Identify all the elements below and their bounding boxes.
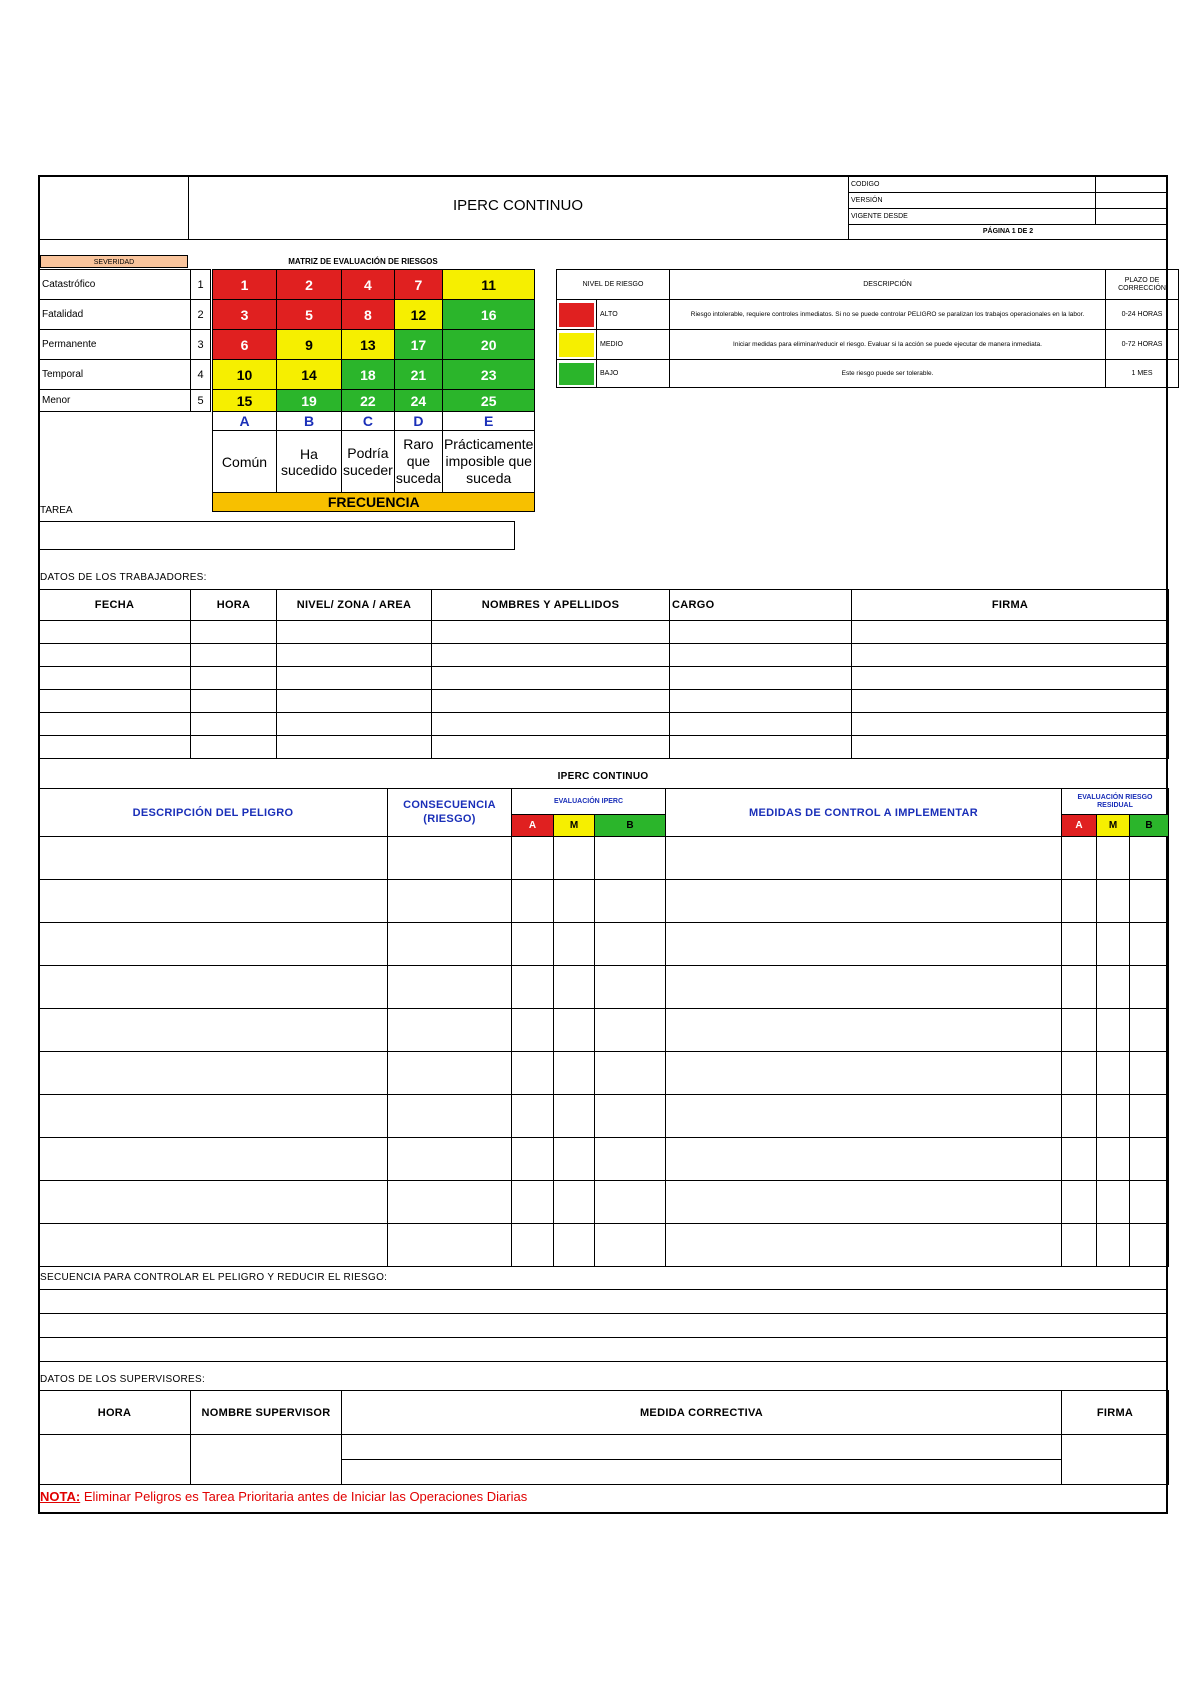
severity-name: Catastrófico (40, 270, 191, 300)
risk-level-deadline: 0-72 HORAS (1106, 330, 1179, 360)
frequency-label: Común (213, 431, 277, 493)
table-cell[interactable] (277, 644, 432, 667)
version-label: VERSIÓN (851, 197, 883, 204)
header-row-line (848, 224, 1168, 225)
table-cell[interactable] (595, 1224, 666, 1267)
risk-color-high (557, 300, 597, 330)
table-cell[interactable] (277, 690, 432, 713)
table-cell[interactable] (670, 644, 852, 667)
table-cell[interactable] (512, 923, 554, 966)
matrix-cell: 20 (442, 330, 534, 360)
frequency-title: FRECUENCIA (213, 493, 535, 512)
iperc-col-eval: EVALUACIÓN IPERC (512, 789, 666, 815)
table-cell[interactable] (191, 621, 277, 644)
table-cell[interactable] (191, 644, 277, 667)
matrix-cell: 8 (342, 300, 395, 330)
table-cell[interactable] (39, 690, 191, 713)
table-cell[interactable] (1062, 837, 1097, 880)
severity-level: 2 (191, 300, 211, 330)
matrix-cell: 2 (277, 270, 342, 300)
severity-table (39, 269, 211, 412)
table-cell[interactable] (388, 1138, 512, 1181)
workers-header-row (39, 590, 1169, 621)
frequency-label: Podría suceder (342, 431, 395, 493)
supervisors-title: DATOS DE LOS SUPERVISORES: (40, 1374, 206, 1385)
table-cell[interactable] (1130, 1181, 1169, 1224)
table-cell[interactable] (595, 1181, 666, 1224)
risk-color-medium (557, 330, 597, 360)
matrix-cell: 16 (442, 300, 534, 330)
table-cell[interactable] (1097, 1052, 1130, 1095)
table-cell[interactable] (1097, 1095, 1130, 1138)
severity-level: 4 (191, 360, 211, 390)
matrix-cell: 21 (394, 360, 442, 390)
workers-col-header: FECHA (39, 590, 191, 621)
table-cell[interactable] (512, 1052, 554, 1095)
table-cell[interactable] (342, 1460, 1062, 1485)
table-cell[interactable] (39, 736, 191, 759)
table-cell[interactable] (191, 1435, 342, 1485)
matrix-cell: 18 (342, 360, 395, 390)
table-cell[interactable] (1130, 880, 1169, 923)
table-cell[interactable] (1097, 966, 1130, 1009)
table-cell[interactable] (595, 1052, 666, 1095)
matrix-cell: 23 (442, 360, 534, 390)
table-cell[interactable] (512, 1224, 554, 1267)
table-cell[interactable] (1062, 1095, 1097, 1138)
table-cell[interactable] (1097, 1224, 1130, 1267)
table-cell[interactable] (388, 1095, 512, 1138)
table-cell[interactable] (1130, 923, 1169, 966)
table-cell[interactable] (852, 736, 1169, 759)
note-label: NOTA: (40, 1489, 81, 1504)
table-cell[interactable] (39, 1224, 388, 1267)
table-cell[interactable] (1097, 923, 1130, 966)
frequency-letter: D (394, 412, 442, 431)
matrix-cell: 12 (394, 300, 442, 330)
levels-header-level: NIVEL DE RIESGO (557, 270, 670, 300)
iperc-col-residual: EVALUACIÓN RIESGO RESIDUAL (1062, 789, 1169, 815)
table-cell[interactable] (666, 880, 1062, 923)
valid-from-value[interactable] (1097, 210, 1167, 223)
table-row (39, 1435, 1169, 1460)
table-row (39, 923, 1169, 966)
table-cell[interactable] (39, 667, 191, 690)
table-cell[interactable] (39, 1181, 388, 1224)
table-cell[interactable] (1062, 966, 1097, 1009)
matrix-cell: 24 (394, 390, 442, 412)
workers-title: DATOS DE LOS TRABAJADORES: (40, 572, 207, 583)
table-cell[interactable] (554, 1181, 595, 1224)
severity-level: 5 (191, 390, 211, 412)
table-cell[interactable] (39, 923, 388, 966)
risk-level-name: ALTO (597, 300, 670, 330)
table-cell[interactable] (1097, 1009, 1130, 1052)
table-cell[interactable] (554, 923, 595, 966)
table-cell[interactable] (670, 667, 852, 690)
table-cell[interactable] (388, 880, 512, 923)
residual-medium: M (1097, 815, 1130, 837)
levels-header-deadline: PLAZO DE CORRECCIÓN (1106, 270, 1179, 300)
table-row (39, 736, 1169, 759)
matrix-title: MATRIZ DE EVALUACIÓN DE RIESGOS (288, 257, 438, 266)
table-cell[interactable] (666, 923, 1062, 966)
iperc-col-consequence: CONSECUENCIA (RIESGO) (388, 789, 512, 837)
table-cell[interactable] (512, 1138, 554, 1181)
workers-col-header: HORA (191, 590, 277, 621)
table-cell[interactable] (1130, 1052, 1169, 1095)
table-cell[interactable] (1062, 1224, 1097, 1267)
table-cell[interactable] (512, 880, 554, 923)
iperc-section-title: IPERC CONTINUO (557, 771, 649, 782)
header-row-line (848, 192, 1168, 193)
table-cell[interactable] (277, 667, 432, 690)
table-cell[interactable] (191, 690, 277, 713)
table-cell[interactable] (554, 837, 595, 880)
table-cell[interactable] (595, 880, 666, 923)
table-cell[interactable] (1097, 1138, 1130, 1181)
note (40, 1490, 527, 1503)
sequence-line (38, 1313, 1168, 1314)
table-cell[interactable] (277, 621, 432, 644)
note-text: Eliminar Peligros es Tarea Prioritaria antes de Iniciar las Operaciones Diarias (83, 1489, 528, 1504)
risk-level-name: MEDIO (597, 330, 670, 360)
table-cell[interactable] (666, 1224, 1062, 1267)
table-cell[interactable] (595, 837, 666, 880)
table-cell[interactable] (39, 1138, 388, 1181)
table-cell[interactable] (1130, 966, 1169, 1009)
table-cell[interactable] (554, 880, 595, 923)
table-cell[interactable] (512, 837, 554, 880)
table-row (39, 1181, 1169, 1224)
matrix-cell: 19 (277, 390, 342, 412)
table-cell[interactable] (191, 667, 277, 690)
severity-name: Temporal (40, 360, 191, 390)
table-cell[interactable] (1130, 1224, 1169, 1267)
severity-name: Fatalidad (40, 300, 191, 330)
matrix-cell: 14 (277, 360, 342, 390)
iperc-header-row (39, 789, 1169, 815)
severity-name: Menor (40, 390, 191, 412)
risk-matrix (212, 269, 535, 512)
table-cell[interactable] (39, 1435, 191, 1485)
form-title: IPERC CONTINUO (452, 197, 583, 214)
sequence-input[interactable] (40, 1339, 1166, 1360)
table-cell[interactable] (554, 1009, 595, 1052)
risk-swatch (559, 303, 594, 327)
table-cell[interactable] (1062, 1138, 1097, 1181)
table-cell[interactable] (1097, 837, 1130, 880)
risk-level-deadline: 1 MES (1106, 360, 1179, 388)
table-cell[interactable] (432, 713, 670, 736)
workers-table (38, 589, 1169, 759)
eval-high: A (512, 815, 554, 837)
matrix-cell: 4 (342, 270, 395, 300)
sequence-input[interactable] (40, 1291, 1166, 1312)
table-row (39, 1009, 1169, 1052)
table-cell[interactable] (554, 1052, 595, 1095)
table-cell[interactable] (432, 736, 670, 759)
table-cell[interactable] (595, 1009, 666, 1052)
table-cell[interactable] (595, 923, 666, 966)
table-cell[interactable] (1097, 1181, 1130, 1224)
matrix-cell: 3 (213, 300, 277, 330)
table-cell[interactable] (39, 713, 191, 736)
table-cell[interactable] (432, 667, 670, 690)
table-row (39, 644, 1169, 667)
supervisors-header-row (39, 1391, 1169, 1435)
supervisors-col-header: MEDIDA CORRECTIVA (342, 1391, 1062, 1435)
table-cell[interactable] (670, 713, 852, 736)
table-cell[interactable] (554, 1095, 595, 1138)
severity-level: 3 (191, 330, 211, 360)
table-row (39, 690, 1169, 713)
table-cell[interactable] (277, 713, 432, 736)
table-cell[interactable] (666, 837, 1062, 880)
table-row (39, 713, 1169, 736)
header-row-line (848, 208, 1168, 209)
matrix-cell: 7 (394, 270, 442, 300)
task-label: TAREA (40, 505, 73, 516)
table-cell[interactable] (1130, 1009, 1169, 1052)
sequence-input[interactable] (40, 1315, 1166, 1336)
header-bottom-line (38, 239, 1168, 240)
frequency-letter: E (442, 412, 534, 431)
table-cell[interactable] (388, 837, 512, 880)
frequency-letter: A (213, 412, 277, 431)
table-cell[interactable] (666, 1052, 1062, 1095)
frequency-letter: B (277, 412, 342, 431)
table-cell[interactable] (852, 690, 1169, 713)
matrix-cell: 13 (342, 330, 395, 360)
table-cell[interactable] (852, 667, 1169, 690)
table-cell[interactable] (388, 1224, 512, 1267)
table-cell[interactable] (670, 621, 852, 644)
risk-levels-table (556, 269, 1179, 388)
table-cell[interactable] (388, 1052, 512, 1095)
table-cell[interactable] (1130, 837, 1169, 880)
table-cell[interactable] (39, 880, 388, 923)
table-row (39, 621, 1169, 644)
frequency-label: Ha sucedido (277, 431, 342, 493)
workers-col-header: FIRMA (852, 590, 1169, 621)
table-cell[interactable] (432, 690, 670, 713)
matrix-cell: 1 (213, 270, 277, 300)
matrix-cell: 25 (442, 390, 534, 412)
severity-label-box (40, 255, 188, 268)
table-cell[interactable] (39, 1009, 388, 1052)
matrix-cell: 17 (394, 330, 442, 360)
table-cell[interactable] (595, 966, 666, 1009)
table-cell[interactable] (191, 713, 277, 736)
eval-low: B (595, 815, 666, 837)
severity-name: Permanente (40, 330, 191, 360)
table-cell[interactable] (1130, 1095, 1169, 1138)
residual-low: B (1130, 815, 1169, 837)
table-cell[interactable] (554, 966, 595, 1009)
supervisors-table (38, 1390, 1169, 1485)
frequency-label: Prácticamente imposible que suceda (442, 431, 534, 493)
table-cell[interactable] (512, 1009, 554, 1052)
workers-col-header: NIVEL/ ZONA / AREA (277, 590, 432, 621)
table-row (39, 1224, 1169, 1267)
table-row (39, 1138, 1169, 1181)
risk-swatch (559, 333, 594, 357)
matrix-cell: 10 (213, 360, 277, 390)
header-values-divider (1095, 175, 1096, 224)
valid-from-label: VIGENTE DESDE (851, 213, 908, 220)
table-cell[interactable] (39, 1052, 388, 1095)
risk-level-description: Iniciar medidas para eliminar/reducir el riesgo. Evaluar si la acción se puede ejecutar de manera inmediata. (670, 330, 1106, 360)
table-cell[interactable] (852, 644, 1169, 667)
table-cell[interactable] (595, 1138, 666, 1181)
workers-col-header: CARGO (670, 590, 852, 621)
table-cell[interactable] (1130, 1138, 1169, 1181)
code-value[interactable] (1097, 177, 1167, 191)
table-cell[interactable] (670, 690, 852, 713)
table-cell[interactable] (432, 644, 670, 667)
table-cell[interactable] (432, 621, 670, 644)
table-cell[interactable] (666, 1009, 1062, 1052)
table-cell[interactable] (388, 1009, 512, 1052)
supervisors-col-header: HORA (39, 1391, 191, 1435)
residual-high: A (1062, 815, 1097, 837)
table-cell[interactable] (554, 1138, 595, 1181)
table-row (39, 1095, 1169, 1138)
risk-color-low (557, 360, 597, 388)
table-cell[interactable] (512, 1181, 554, 1224)
task-input[interactable] (38, 521, 515, 550)
code-label: CODIGO (851, 181, 880, 188)
iperc-col-measures: MEDIDAS DE CONTROL A IMPLEMENTAR (666, 789, 1062, 837)
logo-area (40, 177, 186, 237)
eval-medium: M (554, 815, 595, 837)
matrix-cell: 6 (213, 330, 277, 360)
table-cell[interactable] (388, 923, 512, 966)
table-row (39, 880, 1169, 923)
supervisors-col-header: NOMBRE SUPERVISOR (191, 1391, 342, 1435)
iperc-table (38, 788, 1169, 1267)
supervisors-col-header: FIRMA (1062, 1391, 1169, 1435)
table-cell[interactable] (666, 1138, 1062, 1181)
table-cell[interactable] (1062, 1052, 1097, 1095)
table-cell[interactable] (388, 1181, 512, 1224)
table-cell[interactable] (852, 713, 1169, 736)
table-cell[interactable] (388, 966, 512, 1009)
table-row (39, 837, 1169, 880)
severity-level: 1 (191, 270, 211, 300)
frequency-letter: C (342, 412, 395, 431)
table-cell[interactable] (1062, 1181, 1097, 1224)
sequence-title: SECUENCIA PARA CONTROLAR EL PELIGRO Y REDUCIR EL RIESGO: (40, 1272, 388, 1283)
risk-swatch (559, 363, 594, 385)
table-cell[interactable] (554, 1224, 595, 1267)
matrix-cell: 22 (342, 390, 395, 412)
table-row (39, 667, 1169, 690)
table-cell[interactable] (277, 736, 432, 759)
table-cell[interactable] (1062, 1009, 1097, 1052)
table-cell[interactable] (39, 621, 191, 644)
risk-level-name: BAJO (597, 360, 670, 388)
table-cell[interactable] (342, 1435, 1062, 1460)
table-cell[interactable] (666, 1095, 1062, 1138)
risk-level-description: Este riesgo puede ser tolerable. (670, 360, 1106, 388)
iperc-col-hazard: DESCRIPCIÓN DEL PELIGRO (39, 789, 388, 837)
table-cell[interactable] (39, 966, 388, 1009)
table-cell[interactable] (512, 1095, 554, 1138)
table-cell[interactable] (39, 1095, 388, 1138)
levels-header-description: DESCRIPCIÓN (670, 270, 1106, 300)
workers-col-header: NOMBRES Y APELLIDOS (432, 590, 670, 621)
table-cell[interactable] (512, 966, 554, 1009)
table-cell[interactable] (39, 837, 388, 880)
page-number: PÁGINA 1 DE 2 (982, 228, 1034, 235)
table-row (39, 1052, 1169, 1095)
table-cell[interactable] (595, 1095, 666, 1138)
risk-level-deadline: 0-24 HORAS (1106, 300, 1179, 330)
table-cell[interactable] (1062, 923, 1097, 966)
table-row (39, 966, 1169, 1009)
matrix-cell: 9 (277, 330, 342, 360)
table-cell[interactable] (852, 621, 1169, 644)
table-cell[interactable] (670, 736, 852, 759)
table-cell[interactable] (39, 644, 191, 667)
severity-label: SEVERIDAD (93, 259, 135, 266)
sequence-line (38, 1361, 1168, 1362)
risk-level-description: Riesgo intolerable, requiere controles inmediatos. Si no se puede controlar PELIGRO se paralizan los trabajos operacionales en la labor. (670, 300, 1106, 330)
table-cell[interactable] (191, 736, 277, 759)
table-cell[interactable] (666, 1181, 1062, 1224)
sequence-line (38, 1289, 1168, 1290)
matrix-cell: 11 (442, 270, 534, 300)
frequency-label: Raro que suceda (394, 431, 442, 493)
table-cell[interactable] (666, 966, 1062, 1009)
table-cell[interactable] (1062, 1435, 1169, 1485)
matrix-cell: 5 (277, 300, 342, 330)
version-value[interactable] (1097, 194, 1167, 207)
table-cell[interactable] (1097, 880, 1130, 923)
matrix-cell: 15 (213, 390, 277, 412)
table-cell[interactable] (1062, 880, 1097, 923)
sequence-line (38, 1337, 1168, 1338)
